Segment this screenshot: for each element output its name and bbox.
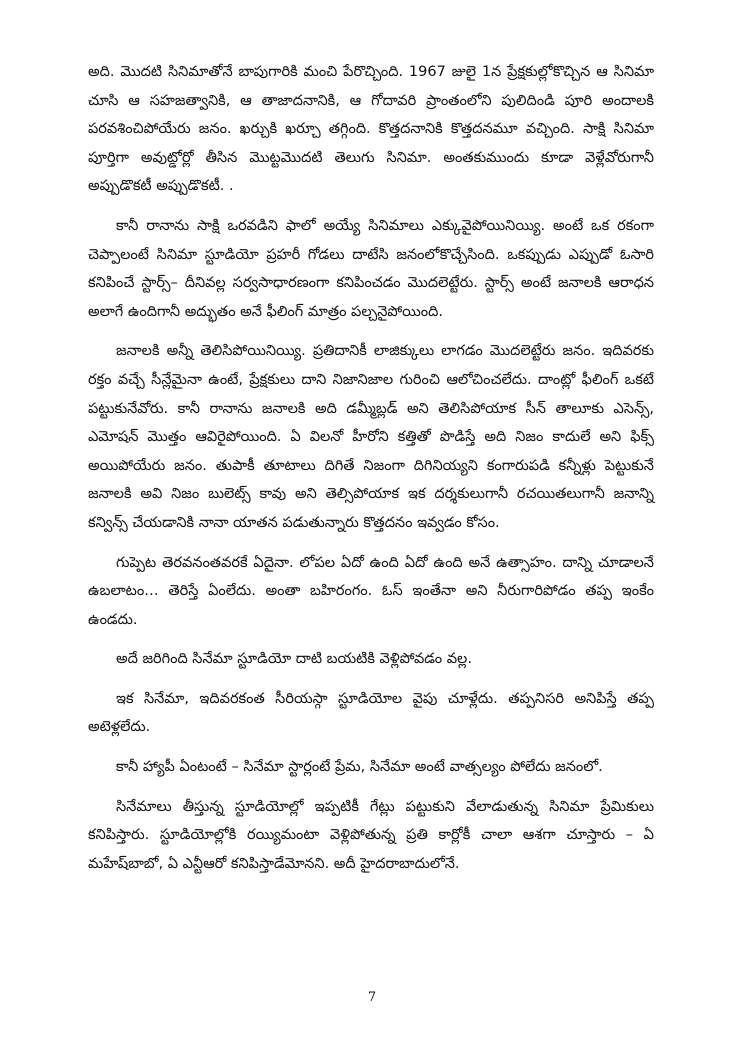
paragraph-7: కానీ హ్యాపీ ఏంటంటే – సినేమా స్టార్లంటే ప్రేమ, సినేమా అంటే వాత్సల్యం పోలేదు జనంలో.: [116, 759, 603, 776]
paragraph-3: జనాలకి అన్నీ తెలిసిపోయినియ్యి. ప్రతిదానికీ లాజిక్కులు లాగడం మొదలెట్టేరు జనం. ఇదివరకు రక్తం వచ్చే సీన్లేమైనా ఉంటే, ప్రేక్షకులు దాని నిజానిజాల గురించి ఆలోచించలేదు. దాంట్లో ఫీలింగ్ ఒకటే పట్టుకునేవోరు. కానీ రానాను జనాలకి అది డమ్మీబ్లడ్ అని తెలిసిపోయాక సీన్ తాలూకు ఎసెన్స్, ఎమోషన్ మొత్తం ఆవిరైపోయింది. ఏ విలనో హీరోని కత్తితో పొడిస్తే అది నిజం కాదులే అని ఫిక్స్ అయిపోయేరు జనం. తుపాకీ తూటాలు దిగితే నిజంగా దిగినియ్యని కంగారుపడి కన్నీళ్లు పెట్టుకునే జనాలకి అవి నిజం బులెట్స్ కావు అని తెల్సిపోయాక ఇక దర్శకులుగానీ రచయితలుగానీ జనాన్ని కన్విన్స్ చేయడానికి నానా యాతన పడుతున్నారు కొత్తదనం ఇవ్వడం కోసం.: [88, 343, 654, 531]
paragraph-4: గుప్పెట తెరవనంతవరకే ఏదైనా. లోపల ఏదో ఉంది ఏదో ఉంది అనే ఉత్సాహం. దాన్ని చూడాలనే ఉబలాటం… తెరిస్తే ఏంలేదు. అంతా బహిరంగం. ఓస్ ఇంతేనా అని నీరుగారిపోడం తప్ప ఇంకేం ఉండదు.: [88, 554, 654, 628]
paragraph-6: ఇక సినేమా, ఇదివరకంత సీరియస్గా స్టూడియోల వైపు చూళ్లేదు. తప్పనిసరి అనిపిస్తే తప్ప అటెళ్లలేదు.: [88, 690, 654, 736]
page-number: 7: [367, 990, 377, 1005]
body-text: [88, 58, 654, 889]
paragraph-8: సినేమాలు తీస్తున్న స్టూడియోల్లో ఇప్పటికీ గేట్లు పట్టుకుని వేలాడుతున్న సినిమా ప్రేమికులు కనిపిస్తారు. స్టూడియోల్లోకి రయ్యిమంటా వెళ్లిపోతున్న ప్రతి కార్లోకీ చాలా ఆశగా చూస్తారు – ఏ మహేష్‌బాబో, ఏ ఎన్టీఆరో కనిపిస్తాడేమోనని. అదీ హైదరాబాదులోనే.: [88, 798, 654, 872]
paragraph-1: అది. మొదటి సినిమాతోనే బాపుగారికి మంచి పేరొచ్చింది. 1967 జులై 1న ప్రేక్షకుల్లోకొచ్చిన ఆ సినిమా చూసి ఆ సహజత్వానికి, ఆ తాజాదనానికి, ఆ గోదావరి ప్రాంతంలోని పులిదిండి పూరి అందాలకి పరవశించిపోయేరు జనం. ఖర్చుకి ఖర్చూ తగ్గింది. కొత్తదనానికి కొత్తదనమూ వచ్చింది. సాక్షి సినిమా పూర్తిగా అవుట్డోర్లో తీసిన మొట్టమొదటి తెలుగు సినిమా. అంతకుముందు కూడా వెళ్లేవోరుగానీ అప్పుడొకటీ అప్పుడొకటీ. .: [88, 64, 654, 195]
paragraph-2: కానీ రానాను సాక్షి ఒరవడిని ఫాలో అయ్యే సినిమాలు ఎక్కువైపోయినియ్యి. అంటే ఒక రకంగా చెప్పాలంటే సినిమా స్టూడియో ప్రహరీ గోడలు దాటేసి జనంలోకొచ్చేసింది. ఒకప్పుడు ఎప్పుడో ఓసారి కనిపించే స్టార్స్– దీనివల్ల సర్వసాధారణంగా కనిపించడం మొదలెట్టేరు. స్టార్స్ అంటే జనాలకి ఆరాధన అలాగే ఉందిగానీ అద్భుతం అనే ఫీలింగ్ మాత్రం పల్చనైపోయింది.: [88, 217, 654, 320]
paragraph-5: అదే జరిగింది సినేమా స్టూడియో దాటి బయటికి వెళ్లిపోవడం వల్ల.: [116, 651, 472, 668]
